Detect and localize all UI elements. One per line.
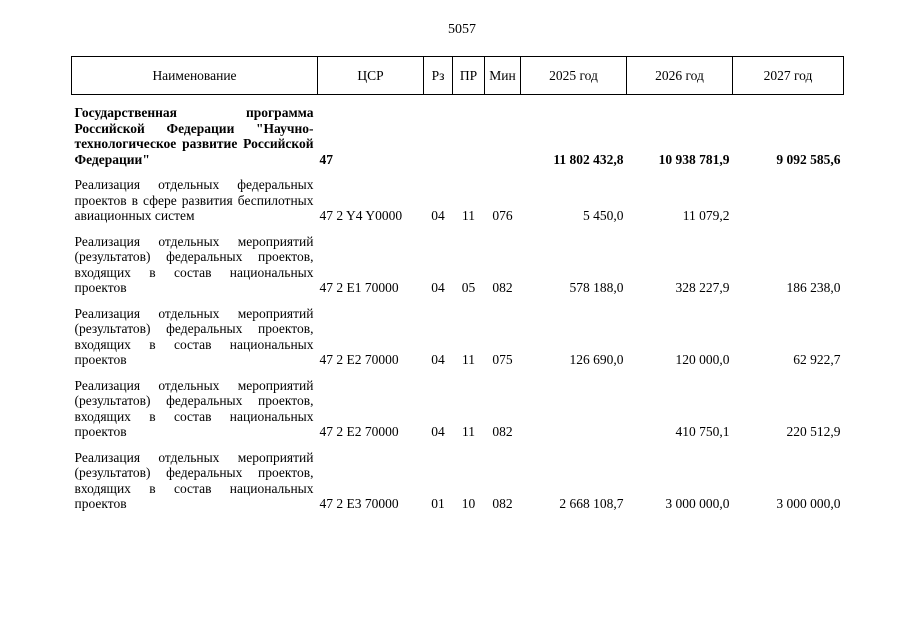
header-csr: ЦСР — [318, 57, 424, 95]
row-2027: 9 092 585,6 — [776, 151, 841, 167]
row-2025: 2 668 108,7 — [559, 496, 624, 511]
row-2027 — [733, 177, 844, 224]
table-row — [72, 105, 844, 167]
row-pr: 11 — [462, 208, 475, 223]
row-min: 082 — [492, 424, 513, 439]
row-name: Реализация отдельных федеральных проектов в сфере развития беспилотных авиационных систем — [74, 177, 314, 223]
row-2027: 3 000 000,0 — [776, 496, 841, 511]
table-row — [72, 450, 844, 512]
row-csr: 47 2 Y4 Y0000 — [319, 208, 403, 223]
row-pr: 11 — [462, 424, 475, 439]
row-2026: 328 227,9 — [675, 280, 730, 295]
header-2027: 2027 год — [733, 57, 844, 95]
row-rz — [424, 105, 453, 167]
row-name: Реализация отдельных мероприятий (результатов) федеральных проектов, входящих в состав национальных проектов — [74, 233, 314, 295]
table-row — [72, 306, 844, 368]
row-2027: 62 922,7 — [793, 352, 841, 367]
table-row — [72, 234, 844, 296]
row-csr: 47 2 E2 70000 — [319, 352, 399, 367]
row-2025: 5 450,0 — [583, 208, 624, 223]
header-2025: 2025 год — [521, 57, 627, 95]
header-name: Наименование — [72, 57, 318, 95]
row-rz: 04 — [431, 208, 445, 223]
row-2025: 126 690,0 — [569, 352, 624, 367]
row-name: Реализация отдельных мероприятий (результатов) федеральных проектов, входящих в состав национальных проектов — [74, 305, 314, 367]
row-2026: 410 750,1 — [675, 424, 730, 439]
row-2025: 578 188,0 — [569, 280, 624, 295]
row-2025: 11 802 432,8 — [553, 151, 624, 167]
row-name: Государственная программа Российской Федерации "Научно-технологическое развитие Российской Федерации" — [74, 105, 314, 167]
row-csr: 47 — [319, 151, 333, 167]
row-rz: 01 — [431, 496, 445, 511]
row-rz: 04 — [431, 280, 445, 295]
row-rz: 04 — [431, 352, 445, 367]
row-2026: 11 079,2 — [682, 208, 730, 223]
row-2026: 3 000 000,0 — [665, 496, 730, 511]
row-rz: 04 — [431, 424, 445, 439]
row-min: 082 — [492, 280, 513, 295]
row-min: 075 — [492, 352, 513, 367]
row-pr: 11 — [462, 352, 475, 367]
row-2027: 220 512,9 — [786, 424, 841, 439]
row-csr: 47 2 E1 70000 — [319, 280, 399, 295]
row-csr: 47 2 E2 70000 — [319, 424, 399, 439]
row-2026: 10 938 781,9 — [658, 151, 730, 167]
header-2026: 2026 год — [627, 57, 733, 95]
header-rz: Рз — [424, 57, 453, 95]
table-header-row — [72, 57, 844, 95]
row-2025 — [521, 378, 627, 440]
row-pr: 10 — [461, 496, 476, 511]
header-min: Мин — [485, 57, 521, 95]
table-row — [72, 378, 844, 440]
row-pr — [453, 105, 485, 167]
page-number: 5057 — [448, 22, 476, 37]
row-min — [485, 105, 521, 167]
row-pr: 05 — [461, 280, 476, 295]
table-row — [72, 177, 844, 224]
row-2026: 120 000,0 — [675, 352, 730, 367]
budget-table — [71, 56, 844, 512]
header-pr: ПР — [453, 57, 485, 95]
row-csr: 47 2 E3 70000 — [319, 496, 399, 511]
row-min: 076 — [492, 208, 513, 223]
row-name: Реализация отдельных мероприятий (результатов) федеральных проектов, входящих в состав национальных проектов — [74, 449, 314, 511]
row-2027: 186 238,0 — [786, 280, 841, 295]
row-min: 082 — [492, 496, 513, 511]
row-name: Реализация отдельных мероприятий (результатов) федеральных проектов, входящих в состав национальных проектов — [74, 377, 314, 439]
